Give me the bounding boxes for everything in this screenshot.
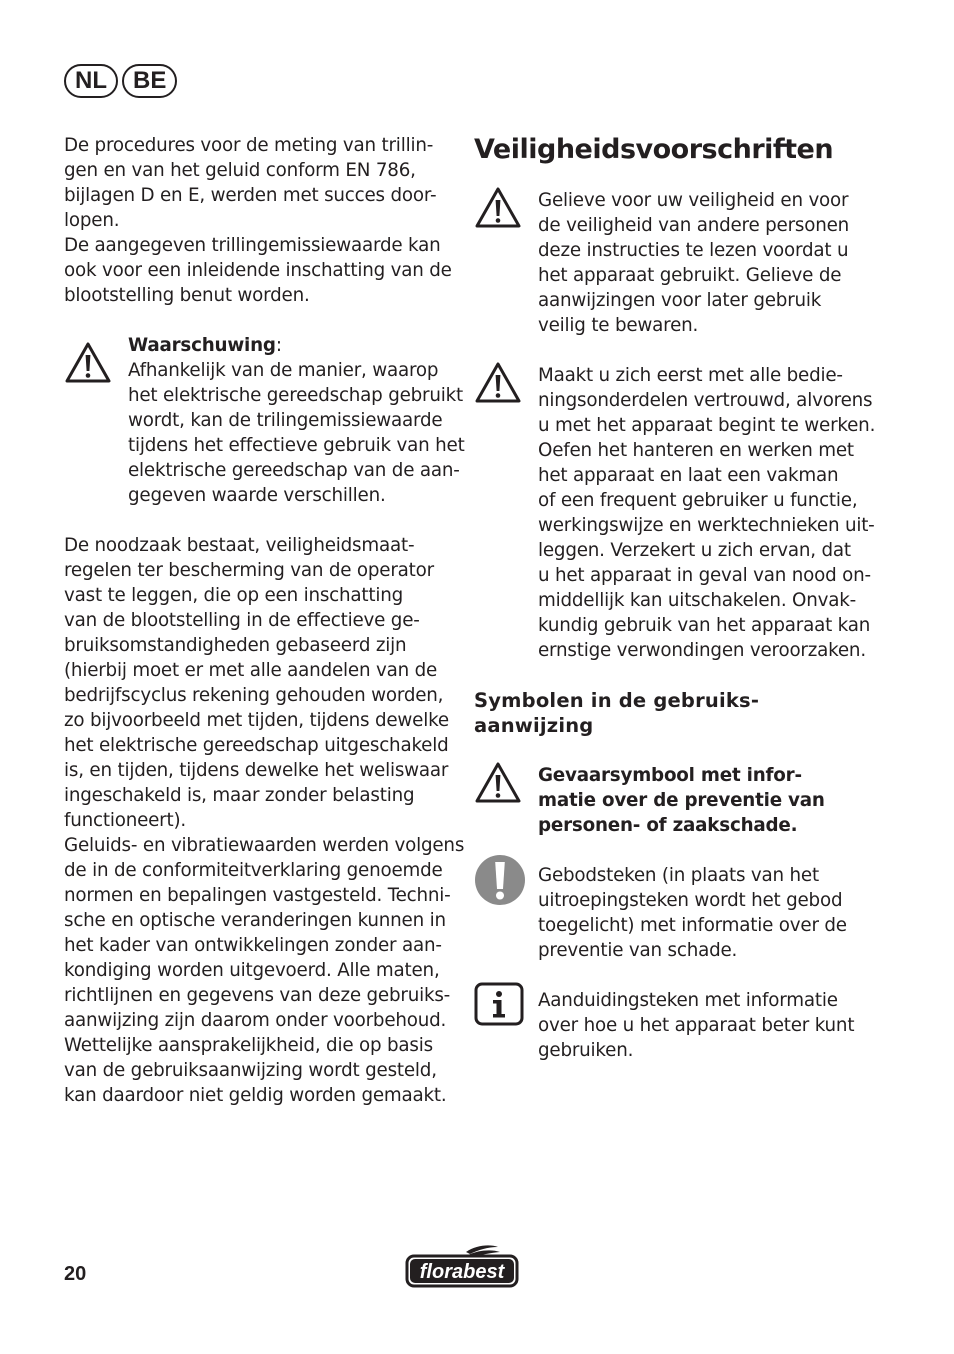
text-line: elektrische gereedschap van de aan- — [128, 460, 460, 481]
safety-block-1 — [474, 188, 874, 338]
mandatory-exclamation-icon — [474, 863, 538, 963]
text-line: aanwijzing zijn daarom onder voorbehoud. — [64, 1010, 447, 1031]
text-line: sche en optische veranderingen kunnen in — [64, 910, 446, 931]
intro-paragraph — [64, 133, 454, 308]
text-line: vast te leggen, die op een inschatting — [64, 585, 404, 606]
text-line: middellijk kan uitschakelen. Onvak- — [538, 590, 857, 611]
right-column — [474, 133, 874, 1063]
subheading-line: Symbolen in de gebruiks- — [474, 689, 760, 712]
text-line: van de blootstelling in de effectieve ge- — [64, 610, 420, 631]
text-line: preventie van schade. — [538, 940, 738, 961]
text-line: wordt, kan de trilingemissiewaarde — [128, 410, 443, 431]
text-line: Maakt u zich eerst met alle bedie- — [538, 365, 843, 386]
text-line: ingeschakeld is, maar zonder belasting — [64, 785, 415, 806]
text-line: personen- of zaakschade. — [538, 815, 798, 836]
warning-triangle-icon — [474, 363, 538, 663]
text-line: zo bijvoorbeeld met tijden, tijdens dewelke — [64, 710, 449, 731]
text-line: de in de conformiteitverklaring genoemde — [64, 860, 443, 881]
text-line: kondiging worden uitgevoerd. Alle maten, — [64, 960, 440, 981]
text-line: u met het apparaat begint te werken. — [538, 415, 876, 436]
text-line: Wettelijke aansprakelijkheid, die op basis — [64, 1035, 433, 1056]
warning-triangle-icon — [64, 333, 128, 508]
text-line: gebruiken. — [538, 1040, 634, 1061]
text-line: het elektrische gereedschap gebruikt — [128, 385, 463, 406]
warning-colon: : — [275, 335, 282, 356]
warning-block — [64, 333, 465, 508]
text-line: De aangegeven trillingemissiewaarde kan — [64, 235, 441, 256]
text-line: De noodzaak bestaat, veiligheidsmaat- — [64, 535, 415, 556]
text-line: blootstelling benut worden. — [64, 285, 310, 306]
text-line: u het apparaat in geval van nood on- — [538, 565, 871, 586]
text-line: gegeven waarde verschillen. — [128, 485, 386, 506]
language-badges — [64, 64, 177, 98]
text-line: uitroepingsteken wordt het gebod — [538, 890, 843, 911]
text-line: kundig gebruik van het apparaat kan — [538, 615, 871, 636]
info-icon — [474, 988, 538, 1063]
text-line: het kader van ontwikkelingen zonder aan- — [64, 935, 442, 956]
page-number: 20 — [64, 1263, 87, 1285]
text-line: ernstige verwondingen veroorzaken. — [538, 640, 866, 661]
text-line: van de gebruiksaanwijzing wordt gesteld, — [64, 1060, 437, 1081]
svg-text:florabest: florabest — [419, 1261, 505, 1283]
text-line: matie over de preventie van — [538, 790, 825, 811]
text-line: veilig te bewaren. — [538, 315, 699, 336]
left-column — [64, 133, 465, 1108]
text-line: Geluids- en vibratiewaarden werden volgens — [64, 835, 465, 856]
text-line: ningsonderdelen vertrouwd, alvorens — [538, 390, 873, 411]
text-line: ook voor een inleidende inschatting van de — [64, 260, 452, 281]
text-line: deze instructies te lezen voordat u — [538, 240, 849, 261]
text-line: richtlijnen en gegevens van deze gebruiks- — [64, 985, 451, 1006]
body-paragraph — [64, 533, 465, 1108]
text-line: aanwijzingen voor later gebruik — [538, 290, 822, 311]
text-line: normen en bepalingen vastgesteld. Techni- — [64, 885, 451, 906]
section-heading: Veiligheidsvoorschriften — [474, 134, 834, 165]
subheading-line: aanwijzing — [474, 714, 594, 737]
florabest-logo — [404, 1244, 520, 1294]
text-line: bruiksomstandigheden gebaseerd zijn — [64, 635, 407, 656]
symbols-subheading — [474, 688, 874, 738]
text-line: functioneert). — [64, 810, 186, 831]
text-line: Afhankelijk van de manier, waarop — [128, 360, 439, 381]
text-line: leggen. Verzekert u zich ervan, dat — [538, 540, 851, 561]
text-line: het elektrische gereedschap uitgeschakeld — [64, 735, 449, 756]
text-line: het apparaat en laat een vakman — [538, 465, 839, 486]
text-line: Gevaarsymbool met infor- — [538, 765, 802, 786]
text-line: (hierbij moet er met alle aandelen van de — [64, 660, 438, 681]
text-line: het apparaat gebruikt. Gelieve de — [538, 265, 842, 286]
text-line: of een frequent gebruiker u functie, — [538, 490, 858, 511]
text-line: toegelicht) met informatie over de — [538, 915, 847, 936]
text-line: Gelieve voor uw veiligheid en voor — [538, 190, 849, 211]
text-line: kan daardoor niet geldig worden gemaakt. — [64, 1085, 447, 1106]
text-line: De procedures voor de meting van trillin- — [64, 135, 434, 156]
safety-block-2 — [474, 363, 874, 663]
text-line: de veiligheid van andere personen — [538, 215, 850, 236]
text-line: gen en van het geluid conform EN 786, — [64, 160, 416, 181]
text-line: over hoe u het apparaat beter kunt — [538, 1015, 855, 1036]
text-line: bedrijfscyclus rekening gehouden worden, — [64, 685, 444, 706]
text-line: lopen. — [64, 210, 120, 231]
text-line: tijdens het effectieve gebruik van het — [128, 435, 465, 456]
warning-triangle-icon — [474, 763, 538, 838]
text-line: regelen ter bescherming van de operator — [64, 560, 434, 581]
warning-triangle-icon — [474, 188, 538, 338]
text-line: werkingswijze en werktechnieken uit- — [538, 515, 875, 536]
text-line: Aanduidingsteken met informatie — [538, 990, 838, 1011]
text-line: bijlagen D en E, werden met succes door- — [64, 185, 437, 206]
symbol-info-block — [474, 988, 874, 1063]
lang-badge-be: BE — [122, 64, 177, 98]
text-line: Oefen het hanteren en werken met — [538, 440, 854, 461]
lang-badge-nl: NL — [64, 64, 118, 98]
text-line: Gebodsteken (in plaats van het — [538, 865, 819, 886]
symbol-mandatory-block — [474, 863, 874, 963]
text-line: is, en tijden, tijdens dewelke het weliswaar — [64, 760, 449, 781]
warning-title: Waarschuwing — [128, 335, 276, 356]
symbol-danger-block — [474, 763, 874, 838]
